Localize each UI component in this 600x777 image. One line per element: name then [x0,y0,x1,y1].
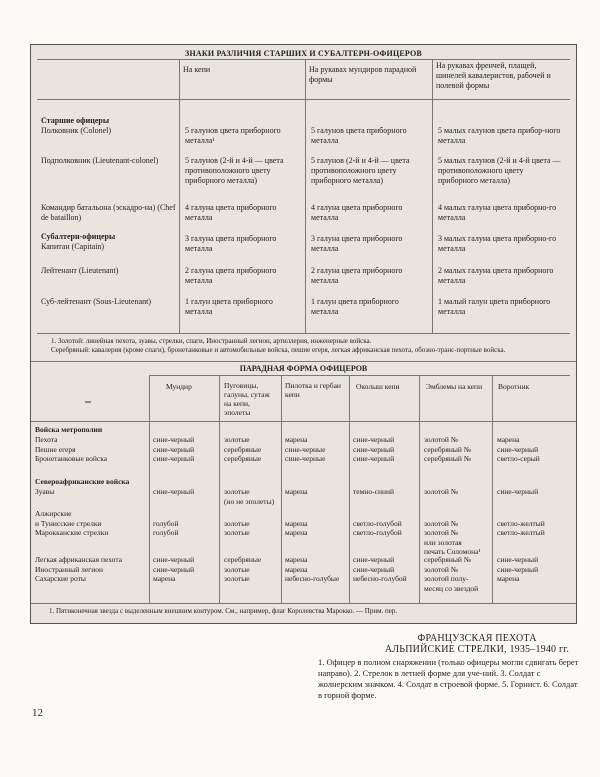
table-cell: серебряные золотые золотые [224,555,262,583]
unit-label: Алжирские и Тунисские стрелки Марокканские стрелки [35,509,109,537]
divider [37,99,570,100]
table-cell: марена сине-черный светло-серый [497,435,540,463]
decorative-mark [85,401,91,403]
divider [31,361,576,362]
divider [305,59,306,333]
divider [492,375,493,603]
table-cell: голубой голубой [153,518,179,537]
table-cell: 1 галун цвета приборного металла [185,297,273,316]
col-header: Эмблемы на кепи [426,382,483,391]
table-cell: 1 малый галун цвета приборного металла [438,297,551,316]
col-header-kepi: На кепи [183,65,211,74]
rank-label: Капитан (Capitain) [41,242,105,251]
table-cell: сине-черный сине-черный небесно-голубой [353,555,407,583]
table-cell: светло-голубой светло-голубой [353,518,402,537]
caption-title [372,633,582,655]
rank-label: Полковник (Colonel) [41,126,112,135]
rank-label: Суб-лейтенант (Sous-Lieutenant) [41,297,152,306]
table-cell: 5 галунов (2-й и 4-й — цвета противоположного цвету приборного металла) [185,156,284,185]
divider [37,333,570,334]
insignia-panel [30,44,577,624]
rank-label: Командир батальона (эскадро-на) (Chef de bataillon) [41,203,176,222]
table-cell: марена сине-черные сине-черные [285,435,326,463]
table-cell: сине-черный сине-черный марена [153,555,195,583]
table-cell: 2 галуна цвета приборного металла [311,266,403,285]
table-cell: 5 малых галунов (2-й и 4-й цвета — противоположного цвету приборного металла) [438,156,561,185]
table-cell: светло-желтый светло-желтый [497,518,545,537]
divider [349,375,350,603]
table-cell: 3 галуна цвета приборного металла [185,234,277,253]
table-cell: 1 галун цвета приборного металла [311,297,399,316]
page-number: 12 [32,707,43,719]
col-header: Пуговицы, галуны, сутаж на кепи, эполеты [224,381,270,417]
footnote: 1. Пятиконечная звезда с выделенным внешним контуром. См., например, флаг Королевства Марокко. — Прим. пер. [49,607,398,615]
unit-label: Зуавы [35,487,55,496]
group-north-africa: Североафриканские войска [35,477,130,486]
table-cell: 4 галуна цвета приборного металла [185,203,277,222]
caption-title-line1: ФРАНЦУЗСКАЯ ПЕХОТА [417,633,537,644]
table-cell: сине-черный [497,487,539,496]
table1-title: ЗНАКИ РАЗЛИЧИЯ СТАРШИХ И СУБАЛТЕРН-ОФИЦЕРОВ [185,49,422,58]
table-cell: 5 малых галунов цвета прибор-ного металла [438,126,561,145]
footnote: 1. Золотой: линейная пехота, зуавы, стрелки, спаги, Иностранный легион, артиллерия, инженерные войска. [51,337,372,345]
divider [419,375,420,603]
insignia-table [37,59,570,370]
divider [432,59,433,333]
table-cell: сине-черный [153,487,195,496]
divider [281,375,282,603]
table2-title: ПАРАДНАЯ ФОРМА ОФИЦЕРОВ [239,364,368,373]
table-cell: золотые золотые [224,518,250,537]
table-cell: золотой № серебряный № серебряный № [424,435,471,463]
table-cell: сине-черный сине-черный сине-черный [153,435,195,463]
divider [219,375,220,603]
table-cell: золотой № [424,487,458,496]
table-cell: сине-черный сине-черный марена [497,555,539,583]
table-cell: темно-синий [353,487,394,496]
group-subaltern-officers: Субалтерн-офицеры [41,232,116,241]
divider [31,421,576,422]
divider [149,375,570,376]
table-cell: 5 галунов цвета приборного металла [311,126,407,145]
table-cell: 3 галуна цвета приборного металла [311,234,403,253]
divider [179,59,180,333]
group-senior-officers: Старшие офицеры [41,116,110,125]
col-header: Мундир [166,382,192,391]
table-cell: серебряный № золотой № золотой полу- месяц со звездой [424,555,479,593]
unit-label: Легкая африканская пехота Иностранный легион Сахарские роты [35,555,123,583]
table-cell: марена марена [285,518,308,537]
unit-label: Пехота Пешие егеря Бронетанковые войска [35,435,108,463]
col-header-sleeves-parade: На рукавах мундиров парадной формы [309,65,417,84]
table-cell: 4 малых галуна цвета приборно-го металла [438,203,557,222]
col-header: Воротник [498,382,530,391]
col-header: Пилотка и гербан кепи [285,381,341,399]
table-cell: 3 малых галуна цвета приборно-го металла [438,234,557,253]
footnote: Серебряный: кавалерия (кроме спаги), бронетанковые и автомобильные войска, пешие егеря, легкая африканская пехота, обозно-транс-портные войска. [51,346,506,354]
caption-text: 1. Офицер в полном снаряжении (только офицеры могли сдвигать берет направо). 2. Стрелок в летней форме для уче-ний. 3. Солдат с жолнерским значком. 4. Солдат в строевой форме. 5. Горнист. 6. Солдат в горной форме. [318,657,579,700]
rank-label: Лейтенант (Lieutenant) [41,266,119,275]
col-header: Околыш кепи [356,382,400,391]
caption-title-line2: АЛЬПИЙСКИЕ СТРЕЛКИ, 1935–1940 гг. [384,644,570,655]
table-cell: 2 галуна цвета приборного металла [185,266,277,285]
rank-label: Подполковник (Lieutenant-colonel) [41,156,159,165]
table-cell: 4 галуна цвета приборного металла [311,203,403,222]
table-cell: 5 галунов (2-й и 4-й — цвета противоположного цвету приборного металла) [311,156,410,185]
table-cell: марена [285,487,308,496]
table-cell: золотые (но не эполеты) [224,487,275,506]
group-metropole: Войска метрополии [35,425,103,434]
col-header-sleeves-field: На рукавах френчей, плащей, шинелей кавалеристов, рабочей и полевой формы [436,61,551,90]
table-cell: золотой № золотой № или золотая печать Соломона¹ [424,518,481,556]
divider [31,603,576,604]
table-cell: 5 галунов цвета приборного металла¹ [185,126,281,145]
table-cell: марена марена небесно-голубые [285,555,340,583]
table-cell: золотые серебряные серебряные [224,435,262,463]
table-cell: 2 малых галуна цвета приборного металла [438,266,554,285]
table-cell: сине-черный сине-черный сине-черный [353,435,395,463]
